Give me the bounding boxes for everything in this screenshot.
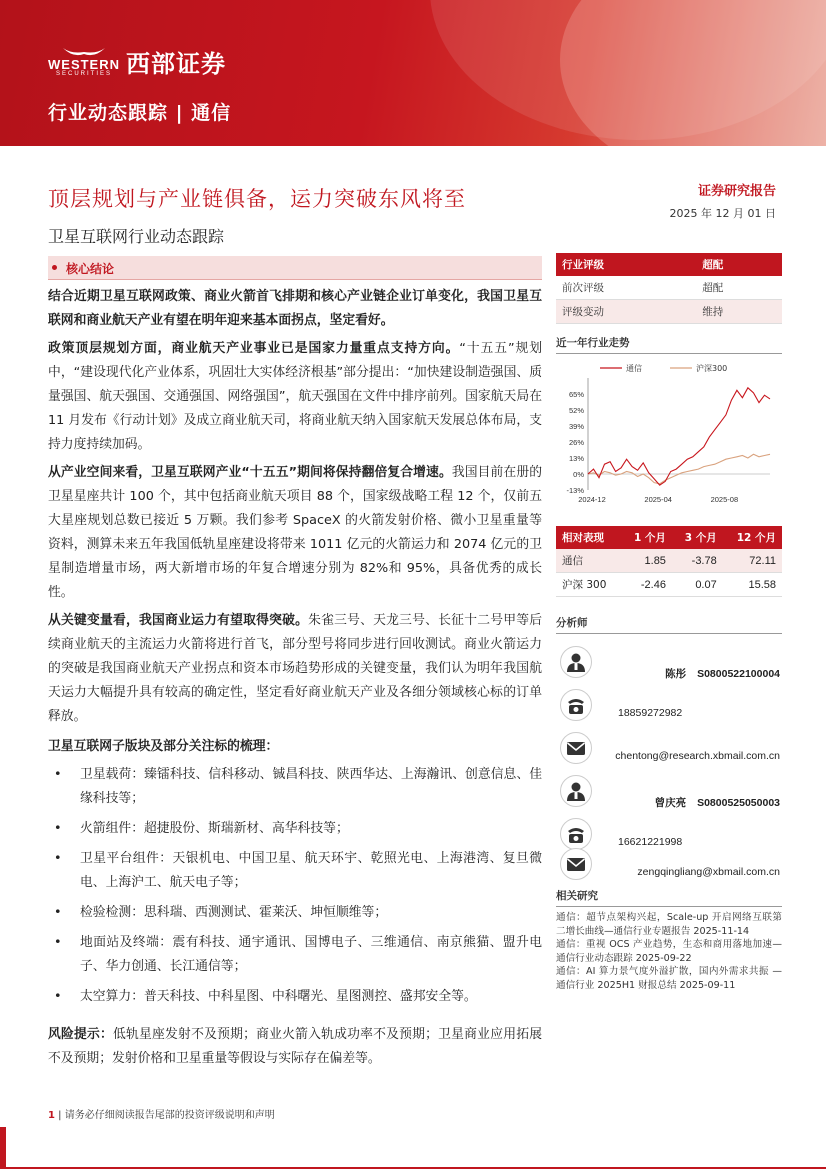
list-item: • 火箭组件：超捷股份、斯瑞新材、高华科技等； <box>48 817 542 841</box>
risk-text: 低轨星座发射不及预期；商业火箭入轨成功率不及预期；卫星商业应用拓展不及预期；发射价格和卫星重量等假设与实际存在偏差等。 <box>48 1027 543 1066</box>
company-logo <box>48 44 226 79</box>
market-text: 我国目前在册的卫星星座共计 100 个，其中包括商业航天项目 88 个，国家级战略工程 12 个，仅前五大星座规划总数已接近 5 万颗。我们参考 SpaceX 的火箭发射价格、微小卫星重量等资料，测算未来五年我国低轨星座建设将带来 1011 亿元的火箭运力和 2074 亿元的卫星制造增量市场，两大新增市场的年复合增速分别为 82%和 95%，具备优秀的成长性。 <box>48 465 543 600</box>
risk-paragraph <box>48 1023 542 1071</box>
y-tick-label: 39% <box>568 422 584 431</box>
page-number: 1 <box>48 1110 55 1121</box>
table-cell: -2.46 <box>621 573 672 597</box>
performance-header-cell: 12 个月 <box>723 526 782 549</box>
person-icon <box>560 646 592 678</box>
table-cell: 0.07 <box>672 573 723 597</box>
performance-header-cell: 3 个月 <box>672 526 723 549</box>
core-conclusion-heading <box>48 256 542 280</box>
header-decoration <box>560 0 826 146</box>
variable-text: 朱雀三号、天龙三号、长征十二号甲等后续商业航天的主流运力火箭将进行首飞，部分型号将同步进行回收测试。商业火箭运力的突破是我国商业航天产业拐点和资本市场趋势形成的关键变量，我们认为明年我国航天运力大幅提升具有较高的确定性，坚定看好商业航天产业及各细分领域核心标的订单释放。 <box>48 613 543 724</box>
footer-separator: | <box>58 1110 65 1121</box>
table-cell: 通信 <box>556 549 621 573</box>
table-cell: 评级变动 <box>556 300 696 324</box>
y-tick-label: 0% <box>573 470 584 479</box>
footer-note: 请务必仔细阅读报告尾部的投资评级说明和声明 <box>64 1110 275 1121</box>
policy-bold: 政策顶层规划方面，商业航天产业事业已是国家力量重点支持方向。 <box>48 341 460 356</box>
variable-bold: 从关键变量看，我国商业运力有望取得突破。 <box>48 613 309 628</box>
list-heading-text: 卫星互联网子版块及部分关注标的梳理： <box>48 739 279 754</box>
lead-text: 结合近期卫星互联网政策、商业火箭首飞排期和核心产业链企业订单变化，我国卫星互联网和商业航天产业有望在明年迎来基本面拐点，坚定看好。 <box>48 289 542 328</box>
table-row <box>556 300 782 324</box>
report-header-band <box>0 0 826 146</box>
trend-chart-title: 近一年行业走势 <box>556 335 782 354</box>
x-tick-label: 2025-04 <box>644 495 672 504</box>
list-item: • 卫星平台组件：天银机电、中国卫星、航天环宇、乾照光电、上海港湾、复旦微电、上海沪工、航天电子等； <box>48 847 542 895</box>
analyst-block <box>556 640 782 880</box>
y-tick-label: 52% <box>568 406 584 415</box>
y-tick-label: 26% <box>568 438 584 447</box>
table-row <box>556 549 782 573</box>
analyst-license-id: S0800525050003 <box>697 797 780 809</box>
report-type-label: 证券研究报告 <box>697 184 776 199</box>
rating-table <box>556 253 782 324</box>
email-icon <box>560 848 592 880</box>
logo-english-subtitle: SECURITIES <box>55 71 112 77</box>
series-line-csi300 <box>588 454 770 484</box>
analyst-credential <box>665 666 780 681</box>
stock-list <box>48 763 542 1009</box>
related-research-item[interactable]: 通信：AI 算力景气度外溢扩散，国内外需求共振 — 通信行业 2025H1 财报总结 2025-09-11 <box>556 966 782 991</box>
report-subtitle: 卫星互联网行业动态跟踪 <box>48 227 225 246</box>
phone-icon <box>560 818 592 850</box>
table-cell: 15.58 <box>723 573 782 597</box>
trend-chart <box>556 358 782 510</box>
logo-chinese-name: 西部证券 <box>126 50 226 78</box>
y-tick-label: -13% <box>566 486 584 495</box>
rating-header-row <box>556 253 782 276</box>
table-row <box>556 573 782 597</box>
report-category: 行业动态跟踪 | 通信 <box>48 102 232 124</box>
table-cell: 沪深 300 <box>556 573 621 597</box>
rating-header-cell: 行业评级 <box>556 253 696 276</box>
person-icon <box>560 775 592 807</box>
variable-paragraph <box>48 609 542 729</box>
list-item: • 太空算力：普天科技、中科星图、中科曙光、星图测控、盛邦安全等。 <box>48 985 542 1009</box>
market-paragraph <box>48 461 542 605</box>
series-line-telecom <box>588 388 770 485</box>
analyst-credential <box>655 795 780 810</box>
logo-mark <box>48 46 120 77</box>
y-tick-label: 65% <box>568 390 584 399</box>
performance-header-cell: 相对表现 <box>556 526 621 549</box>
lead-paragraph <box>48 285 542 333</box>
related-research-item[interactable]: 通信：超节点架构兴起，Scale-up 开启网络互联第二增长曲线—通信行业专题报告 2025-11-14 <box>556 912 782 937</box>
table-cell: 超配 <box>696 276 782 300</box>
risk-bold: 风险提示： <box>48 1027 114 1042</box>
list-heading <box>48 735 542 759</box>
legend-label: 沪深300 <box>696 364 728 373</box>
list-item: • 检验检测：思科瑞、西测测试、霍莱沃、坤恒顺维等； <box>48 901 542 925</box>
analyst-name: 曾庆亮 <box>654 797 687 809</box>
core-conclusion-label: 核心结论 <box>66 262 115 276</box>
analyst-email[interactable]: zengqingliang@xbmail.com.cn <box>637 866 780 878</box>
related-research-item[interactable]: 通信：重视 OCS 产业趋势，生态和商用落地加速—通信行业动态跟踪 2025-09-22 <box>556 939 782 964</box>
analyst-phone: 16621221998 <box>618 836 683 848</box>
performance-table <box>556 526 782 597</box>
page-footer <box>48 1106 275 1121</box>
table-cell: 72.11 <box>723 549 782 573</box>
related-research-list <box>556 911 782 992</box>
analyst-email[interactable]: chentong@research.xbmail.com.cn <box>615 750 780 762</box>
sidebar <box>556 253 782 992</box>
table-cell: 维持 <box>696 300 782 324</box>
y-tick-label: 13% <box>568 454 584 463</box>
report-date: 2025 年 12 月 01 日 <box>669 207 776 220</box>
list-item: • 卫星载荷：臻镭科技、信科移动、铖昌科技、陕西华达、上海瀚讯、创意信息、佳缘科技等； <box>48 763 542 811</box>
policy-text: “十五五”规划中，“建设现代化产业体系，巩固壮大实体经济根基”部分提出：“加快建设制造强国、质量强国、航天强国、交通强国、网络强国”，航天强国在文件中排序前列。国家航天局在 11 月发布《行动计划》及成立商业航天司，将商业航天纳入国家航天发展总体布局，支持力度持续加码。 <box>48 341 542 452</box>
table-cell: 1.85 <box>621 549 672 573</box>
policy-paragraph <box>48 337 542 457</box>
heading-bullet-icon <box>52 265 57 270</box>
table-cell: -3.78 <box>672 549 723 573</box>
table-cell: 前次评级 <box>556 276 696 300</box>
related-research-heading: 相关研究 <box>556 888 782 907</box>
logo-english-name: WESTERN <box>48 57 120 72</box>
phone-icon <box>560 689 592 721</box>
footer-accent-bar <box>0 1127 6 1169</box>
market-bold: 从产业空间来看，卫星互联网产业“十五五”期间将保持翻倍复合增速。 <box>48 465 452 480</box>
analyst-heading: 分析师 <box>556 615 782 634</box>
legend-label: 通信 <box>626 364 642 373</box>
analyst-name: 陈彤 <box>665 668 687 680</box>
rating-header-cell: 超配 <box>696 253 782 276</box>
analyst-license-id: S0800522100004 <box>697 668 780 680</box>
report-main-title: 顶层规划与产业链俱备，运力突破东风将至 <box>48 187 466 211</box>
x-tick-label: 2025-08 <box>710 495 739 504</box>
x-tick-label: 2024-12 <box>578 495 606 504</box>
performance-header-cell: 1 个月 <box>621 526 672 549</box>
email-icon <box>560 732 592 764</box>
performance-header-row <box>556 526 782 549</box>
report-body <box>48 285 542 1075</box>
trend-chart-svg <box>556 358 782 510</box>
list-item: • 地面站及终端：震有科技、通宇通讯、国博电子、三维通信、南京熊猫、盟升电子、华力创通、长江通信等； <box>48 931 542 979</box>
table-row <box>556 276 782 300</box>
analyst-phone: 18859272982 <box>618 707 683 719</box>
